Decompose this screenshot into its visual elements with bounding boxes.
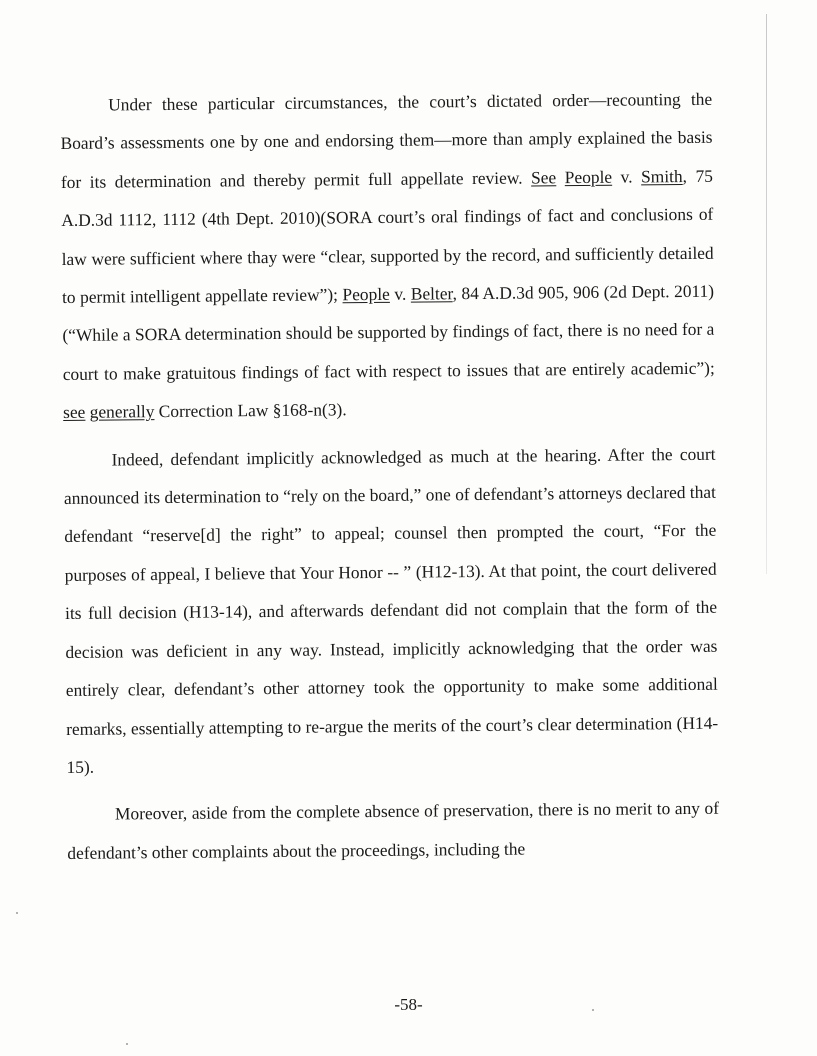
citation-signal-see: See (530, 167, 557, 188)
citation-signal-generally: generally (89, 401, 155, 422)
versus-text: v. (389, 283, 411, 304)
citation-signal-see: see (63, 402, 86, 423)
citation-belter-text: , 84 A.D.3d 905, 906 (2d Dept. 2011)(“While a SORA determination should be supported by findings of fact, there is no need for a court to make gratuitous findings of fact with respect to issues that are entirely academic”); (62, 280, 715, 384)
case-name-belter: Belter (410, 283, 453, 304)
case-name-people: People (342, 283, 390, 305)
scan-speck (16, 912, 18, 914)
scan-speck (592, 1009, 594, 1011)
paragraph-3: Moreover, aside from the complete absence of preservation, there is no merit to any of defendant’s other complaints about the proceedings, including the (67, 798, 720, 863)
citation-smith-text: , 75 A.D.3d 1112, 1112 (4th Dept. 2010)(SORA court’s oral findings of fact and conclusions of law were sufficient where thay were “clear, supported by the record, and sufficiently detailed to permit intelligent appellate review”); (61, 165, 714, 308)
paragraph-2: Indeed, defendant implicitly acknowledged as much at the hearing. After the court announced its determination to “rely on the board,” one of defendant’s attorneys declared that defendant “reserve[d] the right” to appeal; counsel then prompted the court, “For the purposes of appeal, I believe that Your Honor -- ” (H12-13). At that point, the court delivered its full decision (H13-14), and afterwards defendant did not complain that the form of the decision was deficient in any way. Instead, implicitly acknowledging that the order was entirely clear, defendant’s other attorney took the opportunity to make some additional remarks, essentially attempting to re-argue the merits of the court’s clear determination (H14-15). (63, 443, 719, 777)
paragraph-1-text: Under these particular circumstances, the court’s dictated order—recounting the Board’s assessments one by one and endorsing them—more than amply explained the basis for its determination and thereby permit full appellate review. (60, 88, 713, 192)
scan-edge-line (766, 14, 767, 574)
page-number: -58- (394, 995, 423, 1014)
statute-citation-text: Correction Law §168-n(3). (154, 399, 347, 422)
versus-text: v. (611, 166, 642, 187)
case-name-smith: Smith (640, 165, 683, 187)
paragraph-1 (60, 80, 715, 432)
scan-speck (126, 1043, 128, 1045)
spacer-text (556, 167, 565, 187)
case-name-people: People (564, 166, 613, 187)
body-text (60, 80, 720, 872)
